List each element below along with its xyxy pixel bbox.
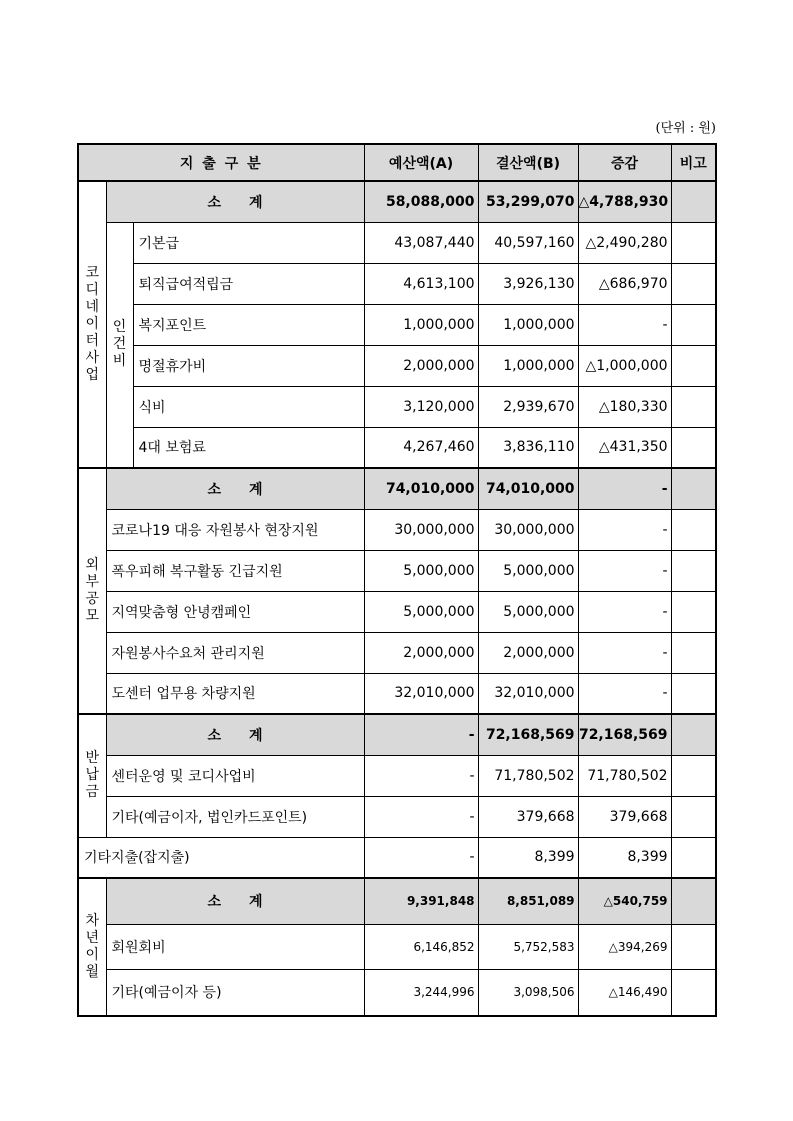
row-note bbox=[671, 345, 716, 386]
row-diff: - bbox=[578, 591, 671, 632]
table-row bbox=[78, 386, 716, 427]
row-diff: △180,330 bbox=[578, 386, 671, 427]
row-diff: △1,000,000 bbox=[578, 345, 671, 386]
row-diff: - bbox=[578, 550, 671, 591]
row-label: 기타(예금이자, 법인카드포인트) bbox=[106, 796, 364, 837]
row-settled: 3,098,506 bbox=[478, 969, 578, 1016]
row-settled: 1,000,000 bbox=[478, 345, 578, 386]
row-budget: 3,244,996 bbox=[364, 969, 478, 1016]
row-label: 기본급 bbox=[133, 222, 364, 263]
row-settled: 1,000,000 bbox=[478, 304, 578, 345]
header-budget: 예산액(A) bbox=[364, 144, 478, 181]
row-note bbox=[671, 924, 716, 969]
row-budget: 4,267,460 bbox=[364, 427, 478, 468]
table-row bbox=[78, 550, 716, 591]
row-diff: - bbox=[578, 673, 671, 714]
row-budget: 5,000,000 bbox=[364, 550, 478, 591]
header-category: 지 출 구 분 bbox=[78, 144, 364, 181]
header-note: 비고 bbox=[671, 144, 716, 181]
table-row bbox=[78, 755, 716, 796]
row-budget: 43,087,440 bbox=[364, 222, 478, 263]
row-settled: 2,000,000 bbox=[478, 632, 578, 673]
unit-label: (단위 : 원) bbox=[655, 121, 716, 136]
header-diff: 증감 bbox=[578, 144, 671, 181]
row-budget: - bbox=[364, 755, 478, 796]
row-settled: 5,752,583 bbox=[478, 924, 578, 969]
row-note bbox=[671, 673, 716, 714]
table-row bbox=[78, 263, 716, 304]
row-diff: △431,350 bbox=[578, 427, 671, 468]
row-note bbox=[671, 222, 716, 263]
row-settled: 71,780,502 bbox=[478, 755, 578, 796]
carryover-subtotal-diff: △540,759 bbox=[578, 878, 671, 924]
row-note bbox=[671, 509, 716, 550]
table-row bbox=[78, 796, 716, 837]
codi-subtotal-note bbox=[671, 181, 716, 222]
table-row bbox=[78, 673, 716, 714]
row-diff: 71,780,502 bbox=[578, 755, 671, 796]
row-settled: 30,000,000 bbox=[478, 509, 578, 550]
row-note bbox=[671, 837, 716, 878]
carryover-subtotal-row bbox=[78, 878, 716, 924]
row-diff: △686,970 bbox=[578, 263, 671, 304]
row-label: 도센터 업무용 차량지원 bbox=[106, 673, 364, 714]
row-settled: 2,939,670 bbox=[478, 386, 578, 427]
external-subtotal-budget: 74,010,000 bbox=[364, 468, 478, 509]
row-settled: 379,668 bbox=[478, 796, 578, 837]
row-diff: △2,490,280 bbox=[578, 222, 671, 263]
carryover-subtotal-budget: 9,391,848 bbox=[364, 878, 478, 924]
return-subtotal-budget: - bbox=[364, 714, 478, 755]
table-row bbox=[78, 969, 716, 1016]
row-settled: 8,399 bbox=[478, 837, 578, 878]
external-subtotal-label: 소 계 bbox=[106, 468, 364, 509]
row-budget: 4,613,100 bbox=[364, 263, 478, 304]
row-label: 센터운영 및 코디사업비 bbox=[106, 755, 364, 796]
row-budget: 2,000,000 bbox=[364, 632, 478, 673]
budget-settlement-table bbox=[77, 143, 717, 1017]
external-section-label: 외 부 공 모 bbox=[78, 468, 106, 714]
carryover-subtotal-settled: 8,851,089 bbox=[478, 878, 578, 924]
row-label: 기타지출(잡지출) bbox=[78, 837, 364, 878]
row-note bbox=[671, 304, 716, 345]
row-label: 회원회비 bbox=[106, 924, 364, 969]
table-row bbox=[78, 591, 716, 632]
misc-expense-row bbox=[78, 837, 716, 878]
table-row bbox=[78, 345, 716, 386]
row-budget: - bbox=[364, 837, 478, 878]
codi-section-label: 코 디 네 이 터 사 업 bbox=[78, 181, 106, 468]
row-budget: 30,000,000 bbox=[364, 509, 478, 550]
return-subtotal-diff: 72,168,569 bbox=[578, 714, 671, 755]
table-row bbox=[78, 632, 716, 673]
row-budget: 6,146,852 bbox=[364, 924, 478, 969]
row-settled: 3,836,110 bbox=[478, 427, 578, 468]
header-settled: 결산액(B) bbox=[478, 144, 578, 181]
external-subtotal-diff: - bbox=[578, 468, 671, 509]
row-diff: - bbox=[578, 304, 671, 345]
carryover-subtotal-label: 소 계 bbox=[106, 878, 364, 924]
table-row bbox=[78, 924, 716, 969]
table-row bbox=[78, 509, 716, 550]
row-budget: 3,120,000 bbox=[364, 386, 478, 427]
row-note bbox=[671, 427, 716, 468]
row-note bbox=[671, 969, 716, 1016]
row-label: 지역맞춤형 안녕캠페인 bbox=[106, 591, 364, 632]
row-label: 식비 bbox=[133, 386, 364, 427]
return-subtotal-row bbox=[78, 714, 716, 755]
row-budget: 5,000,000 bbox=[364, 591, 478, 632]
table-row bbox=[78, 427, 716, 468]
row-label: 기타(예금이자 등) bbox=[106, 969, 364, 1016]
return-subtotal-settled: 72,168,569 bbox=[478, 714, 578, 755]
carryover-subtotal-note bbox=[671, 878, 716, 924]
row-budget: - bbox=[364, 796, 478, 837]
codi-subtotal-label: 소 계 bbox=[106, 181, 364, 222]
row-label: 복지포인트 bbox=[133, 304, 364, 345]
return-subtotal-note bbox=[671, 714, 716, 755]
table-header-row bbox=[78, 144, 716, 181]
row-diff: - bbox=[578, 509, 671, 550]
row-note bbox=[671, 550, 716, 591]
row-settled: 5,000,000 bbox=[478, 591, 578, 632]
external-subtotal-row bbox=[78, 468, 716, 509]
row-note bbox=[671, 263, 716, 304]
row-label: 명절휴가비 bbox=[133, 345, 364, 386]
row-label: 폭우피해 복구활동 긴급지원 bbox=[106, 550, 364, 591]
row-diff: 379,668 bbox=[578, 796, 671, 837]
codi-subtotal-diff: △4,788,930 bbox=[578, 181, 671, 222]
row-budget: 1,000,000 bbox=[364, 304, 478, 345]
external-subtotal-settled: 74,010,000 bbox=[478, 468, 578, 509]
row-diff: 8,399 bbox=[578, 837, 671, 878]
row-note bbox=[671, 386, 716, 427]
row-label: 코로나19 대응 자원봉사 현장지원 bbox=[106, 509, 364, 550]
row-label: 자원봉사수요처 관리지원 bbox=[106, 632, 364, 673]
table-row bbox=[78, 304, 716, 345]
row-note bbox=[671, 591, 716, 632]
row-settled: 5,000,000 bbox=[478, 550, 578, 591]
row-budget: 32,010,000 bbox=[364, 673, 478, 714]
carryover-section-label: 차 년 이 월 bbox=[78, 878, 106, 1016]
row-budget: 2,000,000 bbox=[364, 345, 478, 386]
return-section-label: 반 납 금 bbox=[78, 714, 106, 837]
row-diff: - bbox=[578, 632, 671, 673]
codi-subtotal-budget: 58,088,000 bbox=[364, 181, 478, 222]
return-subtotal-label: 소 계 bbox=[106, 714, 364, 755]
row-note bbox=[671, 796, 716, 837]
row-note bbox=[671, 755, 716, 796]
row-note bbox=[671, 632, 716, 673]
row-settled: 3,926,130 bbox=[478, 263, 578, 304]
table-row bbox=[78, 222, 716, 263]
codi-subtotal-row bbox=[78, 181, 716, 222]
row-settled: 40,597,160 bbox=[478, 222, 578, 263]
codi-subtotal-settled: 53,299,070 bbox=[478, 181, 578, 222]
row-settled: 32,010,000 bbox=[478, 673, 578, 714]
row-label: 4대 보험료 bbox=[133, 427, 364, 468]
external-subtotal-note bbox=[671, 468, 716, 509]
row-diff: △146,490 bbox=[578, 969, 671, 1016]
row-label: 퇴직급여적립금 bbox=[133, 263, 364, 304]
row-diff: △394,269 bbox=[578, 924, 671, 969]
personnel-group-label: 인 건 비 bbox=[106, 222, 133, 468]
